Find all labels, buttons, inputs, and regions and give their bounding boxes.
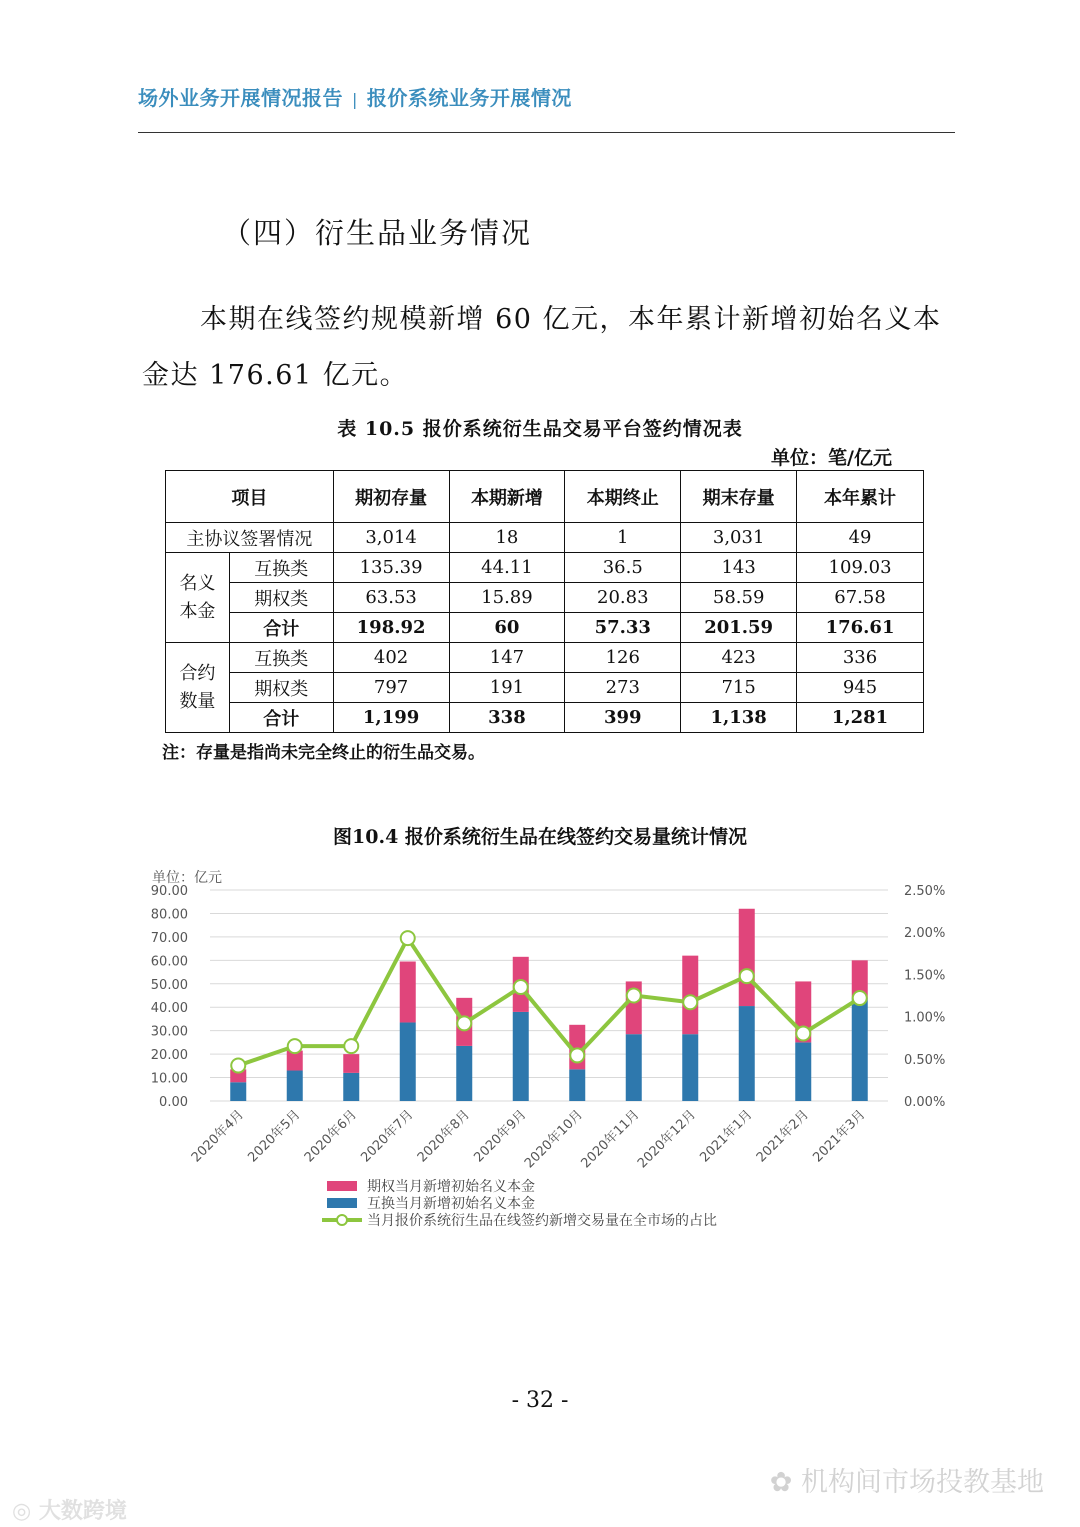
share-point xyxy=(457,1016,471,1030)
y-left-tick-label: 50.00 xyxy=(150,977,188,993)
share-point xyxy=(683,995,697,1009)
legend-swatch-marker xyxy=(337,1215,347,1225)
table-cell: 1 xyxy=(565,523,681,553)
table-row-total xyxy=(166,703,924,733)
table-cell: 191 xyxy=(449,673,565,703)
table-cell: 3,031 xyxy=(681,523,797,553)
table-cell: 715 xyxy=(681,673,797,703)
table-cell: 67.58 xyxy=(797,583,924,613)
table-cell: 58.59 xyxy=(681,583,797,613)
y-right-tick-label: 0.50% xyxy=(904,1052,946,1068)
table-cell: 201.59 xyxy=(681,613,797,643)
bar-segment xyxy=(456,1046,472,1101)
table-caption: 表 10.5 报价系统衍生品交易平台签约情况表 xyxy=(337,418,743,440)
table-cell: 423 xyxy=(681,643,797,673)
group-label-line: 数量 xyxy=(179,690,216,712)
y-left-tick-label: 10.00 xyxy=(150,1071,188,1087)
x-tick-label: 2021年1月 xyxy=(697,1107,756,1166)
header-rule xyxy=(138,132,955,133)
page-number: - 32 - xyxy=(511,1388,569,1413)
table-header-cell: 本年累计 xyxy=(797,471,924,523)
group-label-notional xyxy=(166,553,230,643)
row-label: 合计 xyxy=(229,703,333,733)
x-tick-label: 2020年7月 xyxy=(358,1107,417,1166)
table-cell: 336 xyxy=(797,643,924,673)
x-tick-label: 2021年2月 xyxy=(753,1107,813,1166)
share-point xyxy=(288,1039,302,1053)
header-separator: | xyxy=(352,90,358,109)
table-cell: 15.89 xyxy=(449,583,565,613)
table-cell: 63.53 xyxy=(333,583,449,613)
table-cell: 797 xyxy=(333,673,449,703)
y-right-tick-label: 1.50% xyxy=(904,968,946,984)
share-point xyxy=(796,1026,810,1040)
table-row xyxy=(166,673,924,703)
bar-segment xyxy=(230,1082,246,1101)
watermark-wechat xyxy=(770,1460,1044,1499)
share-point xyxy=(231,1059,245,1073)
bar-segment xyxy=(626,1034,642,1101)
table-cell: 20.83 xyxy=(565,583,681,613)
share-point xyxy=(401,931,415,945)
table-cell: 198.92 xyxy=(333,613,449,643)
table-row xyxy=(166,553,924,583)
y-left-tick-label: 60.00 xyxy=(150,954,188,970)
y-right-tick-label: 0.00% xyxy=(904,1095,946,1110)
legend-swatch xyxy=(327,1181,357,1191)
share-point xyxy=(740,969,754,983)
share-line xyxy=(238,938,860,1065)
table-cell: 60 xyxy=(449,613,565,643)
table-cell: 143 xyxy=(681,553,797,583)
table-row xyxy=(166,583,924,613)
header-report-title: 场外业务开展情况报告 xyxy=(138,86,343,110)
bar-segment xyxy=(795,1042,811,1101)
table-header-cell: 本期终止 xyxy=(565,471,681,523)
header-section-title: 报价系统业务开展情况 xyxy=(366,86,572,110)
row-label: 期权类 xyxy=(229,673,333,703)
table-header-cell: 期初存量 xyxy=(333,471,449,523)
row-label: 互换类 xyxy=(229,553,333,583)
table-cell: 126 xyxy=(565,643,681,673)
table-cell: 1,281 xyxy=(797,703,924,733)
row-label: 期权类 xyxy=(229,583,333,613)
table-cell: 147 xyxy=(449,643,565,673)
bar-segment xyxy=(343,1073,359,1101)
body-paragraph: 本期在线签约规模新增 60 亿元，本年累计新增初始名义本金达 176.61 亿元。 xyxy=(142,304,942,391)
watermark-text: 机构间市场投教基地 xyxy=(801,1467,1044,1498)
group-label-line: 本金 xyxy=(179,600,216,622)
x-tick-label: 2020年11月 xyxy=(578,1107,643,1172)
derivatives-volume-chart xyxy=(140,860,960,1240)
wechat-icon: ✿ xyxy=(769,1467,793,1498)
share-point xyxy=(570,1048,584,1062)
table-cell: 402 xyxy=(333,643,449,673)
y-left-tick-label: 70.00 xyxy=(150,930,188,946)
x-tick-label: 2020年12月 xyxy=(634,1107,700,1172)
x-tick-label: 2020年4月 xyxy=(188,1107,248,1166)
figure-caption: 图10.4 报价系统衍生品在线签约交易量统计情况 xyxy=(333,826,747,848)
x-tick-label: 2020年6月 xyxy=(301,1107,361,1166)
table-cell: 1,199 xyxy=(333,703,449,733)
table-cell: 273 xyxy=(565,673,681,703)
x-tick-label: 2020年9月 xyxy=(471,1107,530,1166)
section-title: （四）衍生品业务情况 xyxy=(222,216,533,250)
share-point xyxy=(344,1039,358,1053)
running-header xyxy=(138,82,572,111)
x-tick-label: 2021年3月 xyxy=(810,1107,869,1166)
table-row xyxy=(166,643,924,673)
watermark-logo xyxy=(12,1494,127,1525)
bar-segment xyxy=(569,1069,585,1101)
row-label: 主协议签署情况 xyxy=(166,523,334,553)
table-cell: 3,014 xyxy=(333,523,449,553)
table-header-row xyxy=(166,471,924,523)
y-left-tick-label: 0.00 xyxy=(159,1095,188,1110)
table-row-total xyxy=(166,613,924,643)
table-header-cell: 项目 xyxy=(166,471,334,523)
watermark-text: 大数跨境 xyxy=(38,1499,127,1524)
table-cell: 57.33 xyxy=(565,613,681,643)
y-right-tick-label: 2.00% xyxy=(904,926,946,942)
logo-icon: ◎ xyxy=(12,1499,32,1524)
share-point xyxy=(627,989,641,1003)
bar-segment xyxy=(287,1071,303,1101)
table-cell: 18 xyxy=(449,523,565,553)
bar-segment xyxy=(682,1034,698,1101)
y-left-tick-label: 80.00 xyxy=(150,907,188,923)
y-axis-unit-label: 单位：亿元 xyxy=(152,870,222,886)
x-tick-label: 2020年8月 xyxy=(414,1107,474,1166)
table-cell: 135.39 xyxy=(333,553,449,583)
legend-label: 当月报价系统衍生品在线签约新增交易量在全市场的占比 xyxy=(367,1213,717,1229)
derivatives-signing-table xyxy=(165,470,924,733)
y-left-tick-label: 90.00 xyxy=(150,884,188,899)
table-cell: 338 xyxy=(449,703,565,733)
group-label-line: 名义 xyxy=(179,572,216,594)
table-cell: 49 xyxy=(797,523,924,553)
y-right-tick-label: 2.50% xyxy=(904,884,946,899)
table-cell: 399 xyxy=(565,703,681,733)
table-header-cell: 本期新增 xyxy=(449,471,565,523)
y-left-tick-label: 40.00 xyxy=(150,1001,188,1017)
row-label: 合计 xyxy=(229,613,333,643)
table-cell: 109.03 xyxy=(797,553,924,583)
bar-segment xyxy=(343,1054,359,1073)
group-label-line: 合约 xyxy=(179,662,216,684)
share-point xyxy=(853,991,867,1005)
bar-segment xyxy=(852,998,868,1101)
legend-swatch xyxy=(327,1198,357,1208)
table-cell: 1,138 xyxy=(681,703,797,733)
y-left-tick-label: 30.00 xyxy=(150,1024,188,1040)
x-tick-label: 2020年10月 xyxy=(521,1107,587,1172)
table-row xyxy=(166,523,924,553)
x-tick-label: 2020年5月 xyxy=(245,1107,304,1166)
legend-label: 互换当月新增初始名义本金 xyxy=(367,1196,535,1212)
bar-segment xyxy=(400,1022,416,1101)
bar-segment xyxy=(513,1012,529,1101)
share-point xyxy=(514,980,528,994)
bar-segment xyxy=(739,1006,755,1101)
legend-label: 期权当月新增初始名义本金 xyxy=(367,1179,535,1195)
table-header-cell: 期末存量 xyxy=(681,471,797,523)
table-cell: 176.61 xyxy=(797,613,924,643)
table-note: 注：存量是指尚未完全终止的衍生品交易。 xyxy=(162,743,485,763)
row-label: 互换类 xyxy=(229,643,333,673)
table-cell: 44.11 xyxy=(449,553,565,583)
y-left-tick-label: 20.00 xyxy=(150,1048,188,1064)
y-right-tick-label: 1.00% xyxy=(904,1010,946,1026)
table-cell: 36.5 xyxy=(565,553,681,583)
bar-segment xyxy=(400,962,416,1023)
table-cell: 945 xyxy=(797,673,924,703)
table-unit: 单位：笔/亿元 xyxy=(771,447,892,469)
group-label-count xyxy=(166,643,230,733)
bar-segment xyxy=(739,909,755,1006)
